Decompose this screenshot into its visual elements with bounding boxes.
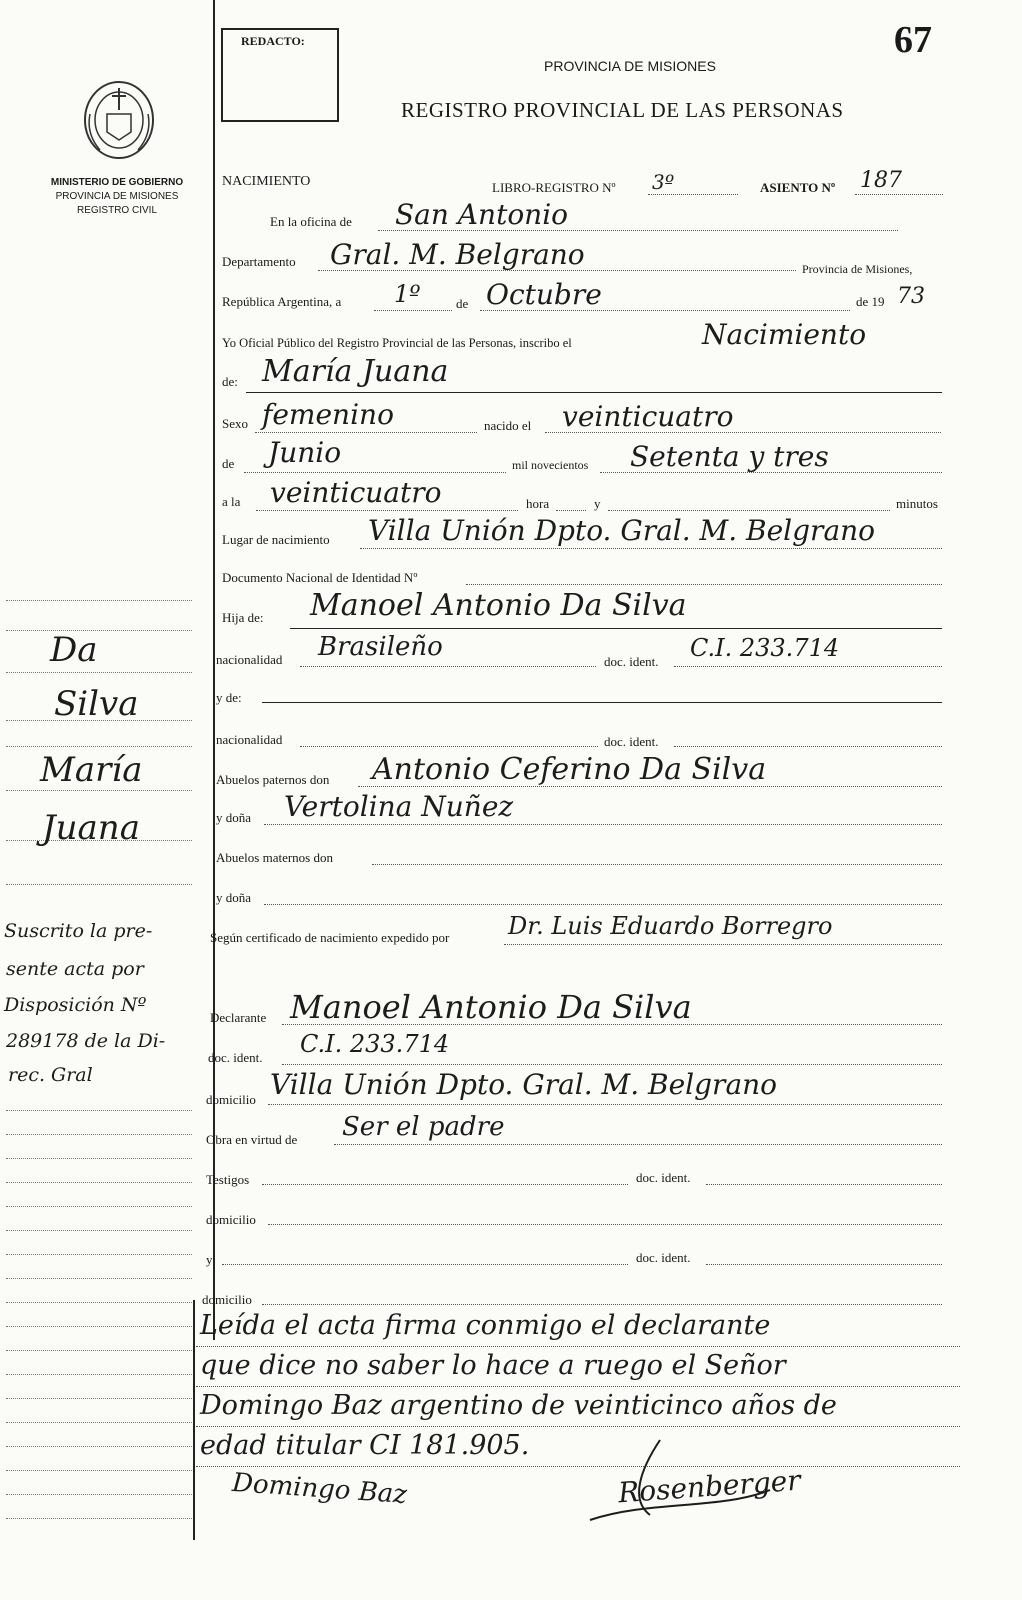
- domicilio2-label: domicilio: [206, 1212, 256, 1227]
- hija-label: Hija de:: [222, 610, 264, 625]
- de-label: de: [456, 296, 469, 311]
- signature-flourish: [570, 1430, 810, 1530]
- mil-label: mil novecientos: [512, 458, 589, 472]
- signature-left: Domingo Baz: [231, 1467, 408, 1511]
- closing-line-4: edad titular CI 181.905.: [200, 1430, 530, 1461]
- abuelos-pat-label: Abuelos paternos don: [216, 772, 330, 787]
- nombre-value: María Juana: [262, 354, 449, 389]
- seal-province: PROVINCIA DE MISIONES: [55, 191, 179, 202]
- margin-note-3: Disposición Nº: [4, 994, 147, 1016]
- sexo-value: femenino: [262, 398, 394, 431]
- asiento-value: 187: [860, 168, 902, 193]
- sexo-label: Sexo: [222, 416, 248, 431]
- y2-label: y: [206, 1252, 213, 1267]
- seal-registry: REGISTRO CIVIL: [76, 205, 157, 216]
- abuelos-pat-value: Antonio Ceferino Da Silva: [372, 752, 767, 787]
- oficina-label: En la oficina de: [270, 214, 352, 229]
- margin-name-2: Silva: [54, 684, 139, 724]
- declarante-value: Manoel Antonio Da Silva: [290, 988, 692, 1026]
- dia-value: 1º: [394, 280, 421, 308]
- de-anio-label: de 19: [856, 294, 885, 309]
- y-dona-label: y doña: [216, 810, 252, 825]
- nacido-label: nacido el: [484, 418, 532, 433]
- closing-line-1: Leída el acta firma conmigo el declarante: [200, 1310, 771, 1341]
- mes-nac-value: Junio: [268, 436, 342, 469]
- provincia-label: Provincia de Misiones,: [802, 262, 913, 276]
- signature-right: Rosenberger: [617, 1463, 802, 1510]
- doc-ident-value: C.I. 233.714: [690, 634, 840, 662]
- abuela-pat-value: Vertolina Nuñez: [284, 790, 514, 823]
- y-label: y: [594, 496, 601, 511]
- seal-ministry: MINISTERIO DE GOBIERNO: [50, 177, 184, 188]
- asiento-label: ASIENTO Nº: [760, 180, 836, 195]
- declarante-label: Declarante: [210, 1010, 267, 1025]
- oficina-value: San Antonio: [395, 198, 569, 231]
- nacionalidad-label: nacionalidad: [216, 652, 283, 667]
- obra-label: Obra en virtud de: [206, 1132, 298, 1147]
- closing-line-2: que dice no saber lo hace a ruego el Señor: [200, 1350, 786, 1381]
- nacionalidad2-label: nacionalidad: [216, 732, 283, 747]
- margin-note-1: Suscrito la pre-: [4, 920, 153, 942]
- lugar-value: Villa Unión Dpto. Gral. M. Belgrano: [368, 514, 876, 547]
- nacido-value: veinticuatro: [562, 400, 734, 433]
- a-la-label: a la: [222, 494, 241, 509]
- page-number: 67: [894, 19, 932, 61]
- lower-border-line: [193, 1300, 195, 1540]
- header-registry: REGISTRO PROVINCIAL DE LAS PERSONAS: [401, 98, 844, 122]
- redacto-label: REDACTO:: [241, 34, 305, 48]
- doc-ident-label: doc. ident.: [604, 654, 659, 669]
- margin-note-2: sente acta por: [6, 958, 144, 980]
- testigos-label: Testigos: [206, 1172, 250, 1187]
- margin-name-4: Juana: [42, 808, 140, 848]
- nacimiento-label: NACIMIENTO: [222, 174, 311, 189]
- margin-name-1: Da: [50, 630, 98, 670]
- doc-ident4-label: doc. ident.: [636, 1170, 691, 1185]
- minutos-label: minutos: [896, 496, 938, 511]
- coat-of-arms-seal: [78, 74, 160, 162]
- oficial-label: Yo Oficial Público del Registro Provincial de las Personas, inscribo el: [222, 336, 572, 350]
- de2-label: de:: [222, 374, 238, 389]
- departamento-value: Gral. M. Belgrano: [330, 238, 585, 271]
- domicilio3-label: domicilio: [202, 1292, 252, 1307]
- republica-label: República Argentina, a: [222, 294, 342, 309]
- libro-label: LIBRO-REGISTRO Nº: [492, 180, 616, 195]
- lugar-label: Lugar de nacimiento: [222, 532, 330, 547]
- doc-ident3-label: doc. ident.: [208, 1050, 263, 1065]
- doc-ident2-label: doc. ident.: [604, 734, 659, 749]
- hora-value: veinticuatro: [270, 476, 442, 509]
- obra-value: Ser el padre: [342, 1112, 505, 1142]
- mil-value: Setenta y tres: [630, 440, 829, 473]
- certificado-value: Dr. Luis Eduardo Borregro: [508, 912, 833, 940]
- margin-note-5: rec. Gral: [8, 1064, 93, 1086]
- doc-ident5-label: doc. ident.: [636, 1250, 691, 1265]
- certificado-label: Según certificado de nacimiento expedido por: [210, 930, 450, 945]
- margin-note-4: 289178 de la Di-: [6, 1030, 166, 1052]
- oficial-value: Nacimiento: [702, 318, 867, 351]
- header-province: PROVINCIA DE MISIONES: [544, 58, 716, 74]
- de3-label: de: [222, 456, 235, 471]
- doc-ident3-value: C.I. 233.714: [300, 1030, 450, 1058]
- margin-name-3: María: [40, 750, 143, 790]
- nacionalidad-value: Brasileño: [318, 632, 443, 662]
- padre-value: Manoel Antonio Da Silva: [310, 588, 687, 623]
- libro-value: 3º: [652, 170, 675, 194]
- anio-value: 73: [897, 284, 925, 309]
- abuelos-mat-label: Abuelos maternos don: [216, 850, 333, 865]
- redacto-box: [221, 28, 339, 122]
- dni-label: Documento Nacional de Identidad Nº: [222, 570, 418, 585]
- hora-label: hora: [526, 496, 550, 511]
- departamento-label: Departamento: [222, 254, 296, 269]
- closing-line-3: Domingo Baz argentino de veinticinco años de: [200, 1390, 837, 1421]
- mes-value: Octubre: [486, 278, 602, 311]
- domicilio-label: domicilio: [206, 1092, 256, 1107]
- y-dona2-label: y doña: [216, 890, 252, 905]
- domicilio-value: Villa Unión Dpto. Gral. M. Belgrano: [270, 1068, 778, 1101]
- seal-text: [28, 176, 206, 218]
- y-de-label: y de:: [216, 690, 242, 705]
